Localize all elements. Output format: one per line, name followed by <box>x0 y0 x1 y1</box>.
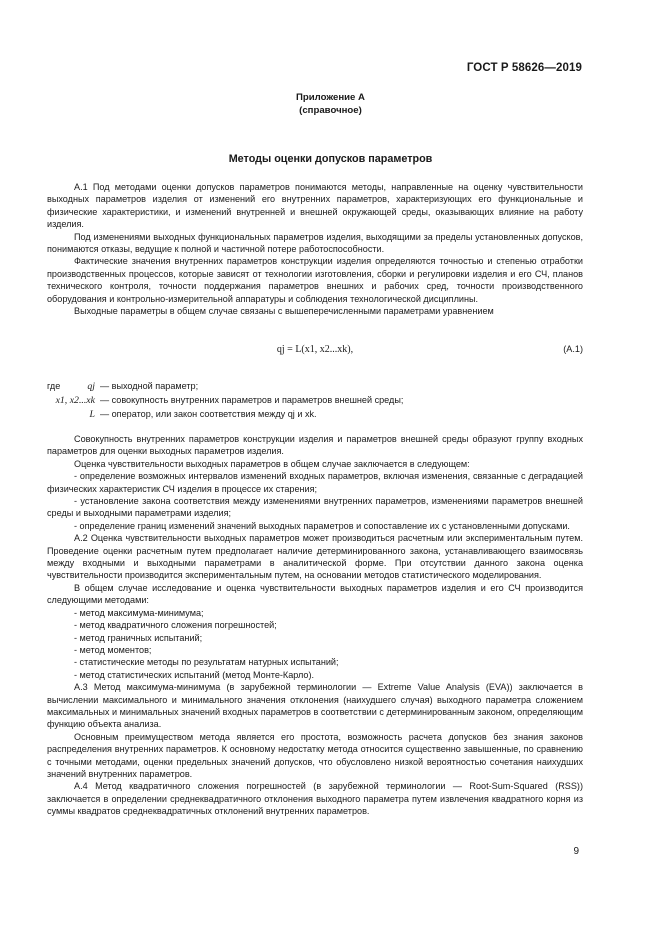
equation-row <box>47 344 583 358</box>
appendix-title: Приложение А <box>296 92 365 103</box>
paragraph: Выходные параметры в общем случае связаны с вышеперечисленными параметрами уравнением <box>74 306 494 317</box>
section-title: Методы оценки допусков параметров <box>228 153 433 165</box>
paragraph: А.4 Метод квадратичного сложения погрешностей (в зарубежной терминологии — Root-Sum-Squared (RSS)) заключается в определении среднеквадратичного отклонения выходного параметра путем извлечения квадратного корня из суммы квадратов среднеквадратичных отклонений внутренних параметров. <box>47 781 583 817</box>
list-item: - статистические методы по результатам натурных испытаний; <box>74 657 339 668</box>
paragraph: А.3 Метод максимума-минимума (в зарубежной терминологии — Extreme Value Analysis (EVA)) заключается в вычислении максимального и минимального значения отклонения (наихудшего случая) выходного параметра сложением максимальных и минимальных значений входных параметров в соответствии с детерминированным законом, определяющим функцию объекта анализа. <box>47 682 583 730</box>
list-item: - метод моментов; <box>74 644 152 655</box>
paragraph: А.2 Оценка чувствительности выходных параметров может производиться расчетным или экспериментальным путем. Проведение оценки расчетным путем предполагает наличие детерминированного закона, устанавливающего взаимосвязь между входными и выходными параметрами в аналитической форме. При отсутствии данного закона оценка чувствительности производится экспериментальным путем, на основании методов статистического моделирования. <box>47 533 583 581</box>
paragraph: Основным преимуществом метода является его простота, возможность расчета допусков без знания законов распределения внутренних параметров. К основному недостатку метода относится существенно завышенные, по сравнению с точными методами, оценки предельных значений допусков, что обусловлено низкой вероятностью сочетания наихудших значений внутренних параметров. <box>47 731 583 779</box>
where-text: — оператор, или закон соответствия между qj и xk. <box>100 408 317 419</box>
paragraph: Фактические значения внутренних параметров конструкции изделия определяются точностью и степенью отработки производственных процессов, которые зависят от технологии изготовления, сборки и регулировки изделия и его СЧ, планов технического контроля, точности поддержания параметров внешних и рабочих сред, точности производственного оборудования и контрольно-измерительной аппаратуры и соблюдения технологической дисциплины. <box>47 256 583 304</box>
paragraph: Совокупность внутренних параметров конструкции изделия и параметров внешней среды образуют группу входных параметров для оценки выходных параметров изделия. <box>47 434 583 457</box>
paragraph: Под изменениями выходных функциональных параметров изделия, выходящими за пределы установленных допусков, понимаются отказы, ведущие к полной и частичной потере работоспособности. <box>47 231 583 255</box>
standard-code: ГОСТ Р 58626—2019 <box>466 62 582 74</box>
equation-number: (А.1) <box>563 344 583 354</box>
where-block <box>47 380 583 421</box>
list-item: - метод граничных испытаний; <box>74 632 203 643</box>
page-number: 9 <box>573 846 579 857</box>
where-symbol: qj <box>87 381 95 392</box>
where-symbol: x1, x2...xk <box>55 394 95 406</box>
body-block-1 <box>47 181 583 317</box>
list-item: - метод квадратичного сложения погрешностей; <box>74 620 277 631</box>
list-item: - метод статистических испытаний (метод Монте-Карло). <box>74 669 315 680</box>
paragraph: А.1 Под методами оценки допусков параметров понимаются методы, направленные на оценку чувствительности выходных параметров изделия от изменений его внутренних параметров, характеризующих его функциональные и физические характеристики, и изменений внутренней и внешней окружающей среды, оказывающих влияние на работу изделия. <box>47 182 583 230</box>
appendix-heading <box>0 91 661 117</box>
body-block-2 <box>47 433 583 818</box>
list-item: - определение границ изменений значений выходных параметров и сопоставление их с установленными допусками. <box>74 520 570 531</box>
paragraph: В общем случае исследование и оценка чувствительности выходных параметров изделия и его СЧ производится следующими методами: <box>47 582 583 606</box>
list-item: - установление закона соответствия между изменениями внутренних параметров, изменениями параметров внешней среды и выходными параметрами изделия; <box>47 496 583 519</box>
where-text: — совокупность внутренних параметров и параметров внешней среды; <box>100 394 404 405</box>
list-item: - метод максимума-минимума; <box>74 607 204 618</box>
appendix-subtitle: (справочное) <box>299 105 362 116</box>
where-text: — выходной параметр; <box>100 381 199 391</box>
where-word: где <box>47 381 61 391</box>
paragraph: Оценка чувствительности выходных параметров в общем случае заключается в следующем: <box>74 458 470 469</box>
list-item: - определение возможных интервалов изменений входных параметров, включая изменения, связанные с деградацией физических характеристик СЧ изделия в процессе их старения; <box>47 471 583 494</box>
equation-formula: qj = L(x1, x2...xk), <box>276 344 354 355</box>
where-symbol: L <box>89 408 95 420</box>
